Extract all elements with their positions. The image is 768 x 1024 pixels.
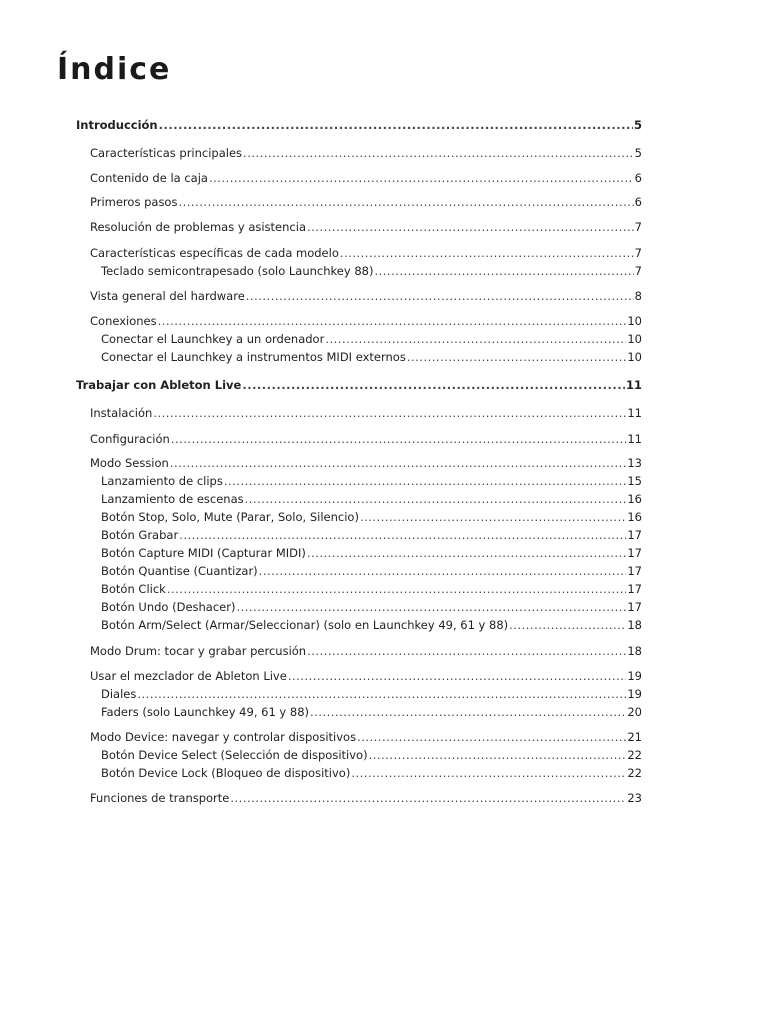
toc-entry[interactable]	[101, 765, 642, 781]
dot-leader	[360, 509, 626, 525]
toc-page-number: 16	[627, 492, 642, 506]
dot-leader	[209, 170, 634, 186]
toc-entry[interactable]	[90, 219, 642, 235]
toc-entry[interactable]	[90, 145, 642, 161]
toc-page-number: 10	[627, 332, 642, 346]
toc-page-number: 7	[634, 264, 642, 278]
toc-section[interactable]	[76, 377, 642, 393]
dot-leader	[170, 455, 627, 471]
toc-entry-label: Botón Undo (Deshacer)	[101, 600, 236, 614]
dot-leader	[307, 643, 626, 659]
dot-leader	[509, 617, 626, 633]
toc-entry[interactable]	[90, 194, 642, 210]
toc-entry-label: Características específicas de cada modelo	[90, 246, 339, 260]
toc-page-number: 19	[627, 669, 642, 683]
toc-page-number: 17	[627, 564, 642, 578]
dot-leader	[179, 527, 626, 543]
dot-leader	[236, 599, 626, 615]
toc-entry[interactable]	[101, 704, 642, 720]
toc-entry[interactable]	[101, 491, 642, 507]
toc-entry[interactable]	[90, 729, 642, 745]
toc-entry-label: Instalación	[90, 406, 153, 420]
toc-entry[interactable]	[101, 747, 642, 763]
toc-entry[interactable]	[90, 790, 642, 806]
toc-entry-label: Usar el mezclador de Ableton Live	[90, 669, 287, 683]
dot-leader	[242, 377, 625, 393]
toc-entry[interactable]	[101, 349, 642, 365]
toc-entry-label: Botón Click	[101, 582, 166, 596]
toc-entry-label: Características principales	[90, 146, 243, 160]
toc-page-number: 11	[627, 406, 642, 420]
toc-page-number: 20	[627, 705, 642, 719]
toc-entry-label: Teclado semicontrapesado (solo Launchkey 88)	[101, 264, 374, 278]
toc-entry-label: Botón Device Lock (Bloqueo de dispositivo)	[101, 766, 351, 780]
dot-leader	[167, 581, 627, 597]
toc-entry-label: Botón Device Select (Selección de dispositivo)	[101, 748, 368, 762]
toc-page-number: 6	[634, 171, 642, 185]
toc-entry[interactable]	[90, 668, 642, 684]
toc-section[interactable]	[76, 117, 642, 133]
toc-page-number: 7	[634, 246, 642, 260]
toc-entry-label: Primeros pasos	[90, 195, 178, 209]
dot-leader	[369, 747, 627, 763]
toc-page-number: 11	[627, 432, 642, 446]
toc-entry-label: Modo Session	[90, 456, 169, 470]
toc-page-number: 18	[627, 644, 642, 658]
dot-leader	[259, 563, 627, 579]
toc-page-number: 10	[627, 314, 642, 328]
toc-entry[interactable]	[101, 617, 642, 633]
toc-entry-label: Botón Stop, Solo, Mute (Parar, Solo, Silencio)	[101, 510, 359, 524]
toc-page-number: 6	[634, 195, 642, 209]
toc-entry[interactable]	[101, 509, 642, 525]
dot-leader	[307, 219, 634, 235]
dot-leader	[137, 686, 626, 702]
dot-leader	[325, 331, 626, 347]
toc-entry[interactable]	[90, 643, 642, 659]
dot-leader	[351, 765, 626, 781]
toc-entry[interactable]	[90, 431, 642, 447]
toc-page-number: 23	[627, 791, 642, 805]
toc-page-number: 19	[627, 687, 642, 701]
toc-entry-label: Diales	[101, 687, 137, 701]
toc-entry[interactable]	[101, 263, 642, 279]
toc-page-number: 13	[627, 456, 642, 470]
dot-leader	[310, 704, 626, 720]
toc-page-number: 22	[627, 748, 642, 762]
toc-entry-label: Conectar el Launchkey a instrumentos MIDI externos	[101, 350, 406, 364]
toc-entry[interactable]	[101, 545, 642, 561]
toc-page-number: 17	[627, 528, 642, 542]
toc-page-number: 16	[627, 510, 642, 524]
toc-entry[interactable]	[90, 455, 642, 471]
toc-page-number: 17	[627, 582, 642, 596]
dot-leader	[288, 668, 627, 684]
dot-leader	[340, 245, 634, 261]
toc-entry-label: Faders (solo Launchkey 49, 61 y 88)	[101, 705, 309, 719]
toc-entry-label: Conectar el Launchkey a un ordenador	[101, 332, 325, 346]
toc-entry-label: Configuración	[90, 432, 170, 446]
toc-page-number: 7	[634, 220, 642, 234]
toc-entry-label: Conexiones	[90, 314, 157, 328]
dot-leader	[158, 313, 627, 329]
toc-entry-label: Vista general del hardware	[90, 289, 245, 303]
toc-entry[interactable]	[90, 405, 642, 421]
toc-entry[interactable]	[101, 599, 642, 615]
dot-leader	[357, 729, 626, 745]
toc-entry-label: Botón Quantise (Cuantizar)	[101, 564, 258, 578]
dot-leader	[224, 473, 627, 489]
dot-leader	[374, 263, 633, 279]
toc-page-number: 5	[634, 146, 642, 160]
toc-page-number: 18	[627, 618, 642, 632]
toc-entry-label: Resolución de problemas y asistencia	[90, 220, 306, 234]
toc-entry[interactable]	[90, 313, 642, 329]
toc-entry-label: Botón Capture MIDI (Capturar MIDI)	[101, 546, 306, 560]
toc-entry-label: Botón Grabar	[101, 528, 179, 542]
toc-entry-label: Introducción	[76, 118, 158, 132]
dot-leader	[178, 194, 633, 210]
toc-page-number: 11	[625, 378, 642, 392]
toc-page-number: 21	[627, 730, 642, 744]
toc-entry-label: Contenido de la caja	[90, 171, 208, 185]
toc-entry-label: Modo Device: navegar y controlar dispositivos	[90, 730, 357, 744]
toc-entry[interactable]	[101, 331, 642, 347]
toc-entry[interactable]	[90, 245, 642, 261]
toc-page-number: 22	[627, 766, 642, 780]
toc-entry-label: Funciones de transporte	[90, 791, 230, 805]
toc-page-number: 10	[627, 350, 642, 364]
dot-leader	[246, 288, 634, 304]
toc-entry-label: Botón Arm/Select (Armar/Seleccionar) (solo en Launchkey 49, 61 y 88)	[101, 618, 509, 632]
dot-leader	[159, 117, 633, 133]
toc-entry[interactable]	[101, 581, 642, 597]
toc-page-number: 15	[627, 474, 642, 488]
toc-entry[interactable]	[101, 563, 642, 579]
dot-leader	[243, 145, 634, 161]
toc-entry[interactable]	[90, 288, 642, 304]
toc-entry[interactable]	[101, 686, 642, 702]
toc-entry[interactable]	[101, 527, 642, 543]
dot-leader	[407, 349, 627, 365]
dot-leader	[171, 431, 627, 447]
dot-leader	[245, 491, 627, 507]
toc-page-number: 17	[627, 546, 642, 560]
toc-entry[interactable]	[90, 170, 642, 186]
toc-page-number: 8	[634, 289, 642, 303]
toc-page-number: 17	[627, 600, 642, 614]
dot-leader	[307, 545, 626, 561]
page-title: Índice	[57, 52, 172, 87]
toc-entry-label: Lanzamiento de clips	[101, 474, 223, 488]
toc-entry-label: Modo Drum: tocar y grabar percusión	[90, 644, 307, 658]
toc-entry-label: Lanzamiento de escenas	[101, 492, 244, 506]
toc-page-number: 5	[633, 118, 642, 132]
toc-entry[interactable]	[101, 473, 642, 489]
dot-leader	[230, 790, 626, 806]
toc-entry-label: Trabajar con Ableton Live	[76, 378, 242, 392]
dot-leader	[153, 405, 626, 421]
